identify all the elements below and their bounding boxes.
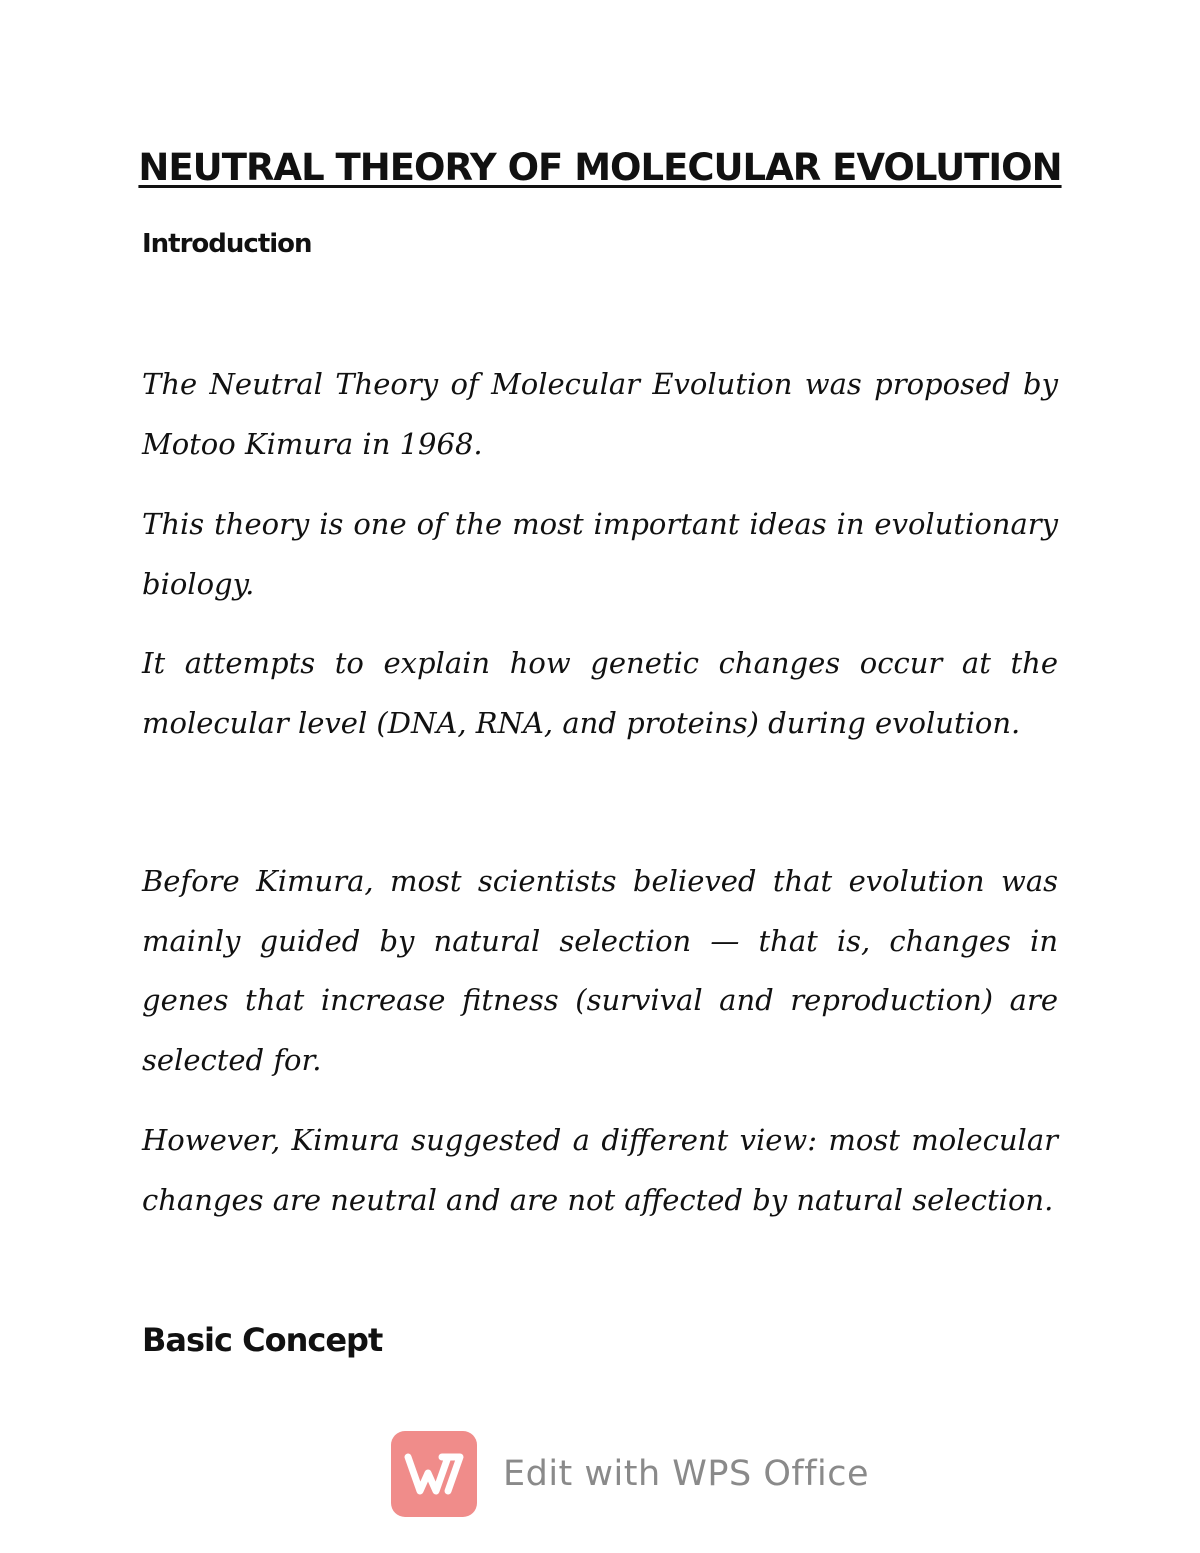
paragraph-4: Before Kimura, most scientists believed that evolution was mainly guided by natural selection — that is, changes in genes that increase fitness (survival and reproduction) are selected for. (142, 864, 1058, 1077)
wps-watermark-text: Edit with WPS Office (503, 1454, 870, 1494)
paragraph-1: The Neutral Theory of Molecular Evolution was proposed by Motoo Kimura in 1968. (142, 367, 1058, 461)
paragraph-5: However, Kimura suggested a different view: most molecular changes are neutral and are not affected by natural selection. (142, 1123, 1058, 1217)
page-title (0, 142, 1200, 194)
wps-logo-icon (391, 1431, 477, 1517)
section-heading-introduction: Introduction (142, 229, 312, 259)
section-heading-basic-concept: Basic Concept (142, 1321, 383, 1359)
paragraph-2: This theory is one of the most important ideas in evolutionary biology. (142, 507, 1058, 601)
page-title-text: NEUTRAL THEORY OF MOLECULAR EVOLUTION (138, 146, 1062, 189)
wps-watermark[interactable] (391, 1430, 869, 1518)
paragraph-3: It attempts to explain how genetic changes occur at the molecular level (DNA, RNA, and proteins) during evolution. (142, 646, 1058, 740)
